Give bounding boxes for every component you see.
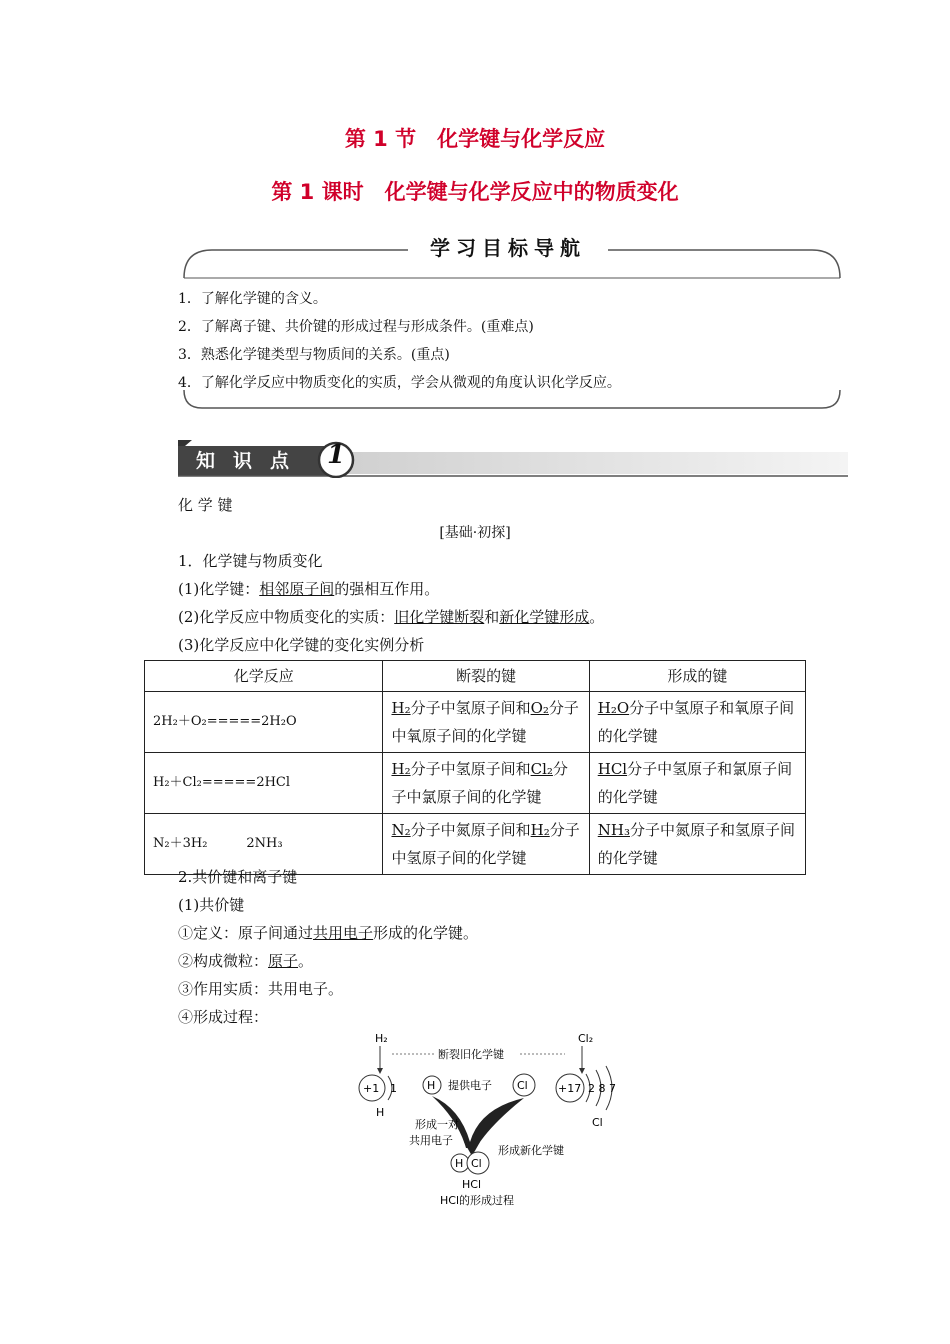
cl-atom: Cl (517, 1079, 528, 1092)
share-label-1: 形成一对 (415, 1118, 459, 1131)
paragraph: (3)化学反应中化学键的变化实例分析 (178, 636, 425, 654)
cl-label: Cl (592, 1116, 603, 1129)
table-row (145, 692, 806, 753)
goal-item: 3．熟悉化学键类型与物质间的关系。(重点) (178, 347, 450, 363)
goal-item: 4．了解化学反应中物质变化的实质，学会从微观的角度认识化学反应。 (178, 375, 621, 391)
share-label-2: 共用电子 (409, 1134, 453, 1147)
h-nucleus: +1 (363, 1082, 380, 1095)
hcl-h-atom: H (455, 1157, 464, 1170)
reaction-table (144, 660, 806, 875)
provide-label: 提供电子 (448, 1079, 492, 1092)
sub-heading: (1)共价键 (178, 896, 245, 914)
section-title: 第 1 节 化学键与化学反应 (344, 127, 606, 151)
goals-heading: 学习目标导航 (408, 232, 608, 261)
h-label: H (376, 1106, 385, 1119)
knowledge-point-number: 1 (326, 440, 346, 470)
broken-bond-cell: H₂分子中氢原子间和Cl₂分子中氯原子间的化学键 (383, 753, 589, 814)
diagram-caption: HCl的形成过程 (440, 1194, 515, 1207)
paragraph: ①定义：原子间通过共用电子形成的化学键。 (178, 924, 479, 942)
table-header: 化学反应 (145, 661, 383, 692)
section-heading: 1．化学键与物质变化 (178, 552, 323, 570)
broken-bond-cell: H₂分子中氢原子间和O₂分子中氧原子间的化学键 (383, 692, 589, 753)
cl2-label: Cl₂ (578, 1032, 594, 1045)
cl-shells: 2 8 7 (588, 1082, 616, 1095)
table-row (145, 753, 806, 814)
topic-heading: 化 学 键 (178, 496, 233, 514)
h2-label: H₂ (375, 1032, 388, 1045)
table-header-row (145, 661, 806, 692)
hcl-cl-atom: Cl (471, 1157, 482, 1170)
hcl-formation-diagram (320, 1030, 650, 1210)
new-bond-label: 形成新化学键 (498, 1144, 564, 1157)
paragraph: ④形成过程： (178, 1008, 269, 1026)
formed-bond-cell: H₂O分子中氢原子和氧原子间的化学键 (589, 692, 805, 753)
paragraph: ②构成微粒：原子。 (178, 952, 314, 970)
paragraph: (1)化学键：相邻原子间的强相互作用。 (178, 580, 440, 598)
paragraph: (2)化学反应中物质变化的实质：旧化学键断裂和新化学键形成。 (178, 608, 605, 626)
knowledge-point-label: 知识点 (196, 450, 308, 472)
broken-bond-cell: N₂分子中氮原子间和H₂分子中氢原子间的化学键 (383, 814, 589, 875)
goal-item: 1．了解化学键的含义。 (178, 291, 327, 307)
h-shell: 1 (390, 1082, 397, 1095)
lesson-title: 第 1 课时 化学键与化学反应中的物质变化 (271, 180, 679, 204)
formed-bond-cell: NH₃分子中氮原子和氢原子间的化学键 (589, 814, 805, 875)
formed-bond-cell: HCl分子中氢原子和氯原子间的化学键 (589, 753, 805, 814)
goal-item: 2．了解离子键、共价键的形成过程与形成条件。(重难点) (178, 319, 534, 335)
reaction-cell: N₂＋3H₂ 2NH₃ (145, 814, 383, 875)
paragraph: ③作用实质：共用电子。 (178, 980, 344, 998)
reaction-cell: H₂＋Cl₂=====2HCl (145, 753, 383, 814)
reaction-cell: 2H₂＋O₂=====2H₂O (145, 692, 383, 753)
product-label: HCl (462, 1178, 482, 1191)
tag-label: [基础·初探] (439, 525, 511, 541)
h-atom: H (427, 1079, 436, 1092)
section-heading: 2.共价键和离子键 (178, 868, 298, 886)
cl-nucleus: +17 (558, 1082, 582, 1095)
table-header: 断裂的键 (383, 661, 589, 692)
table-header: 形成的键 (589, 661, 805, 692)
break-label: 断裂旧化学键 (438, 1048, 504, 1061)
